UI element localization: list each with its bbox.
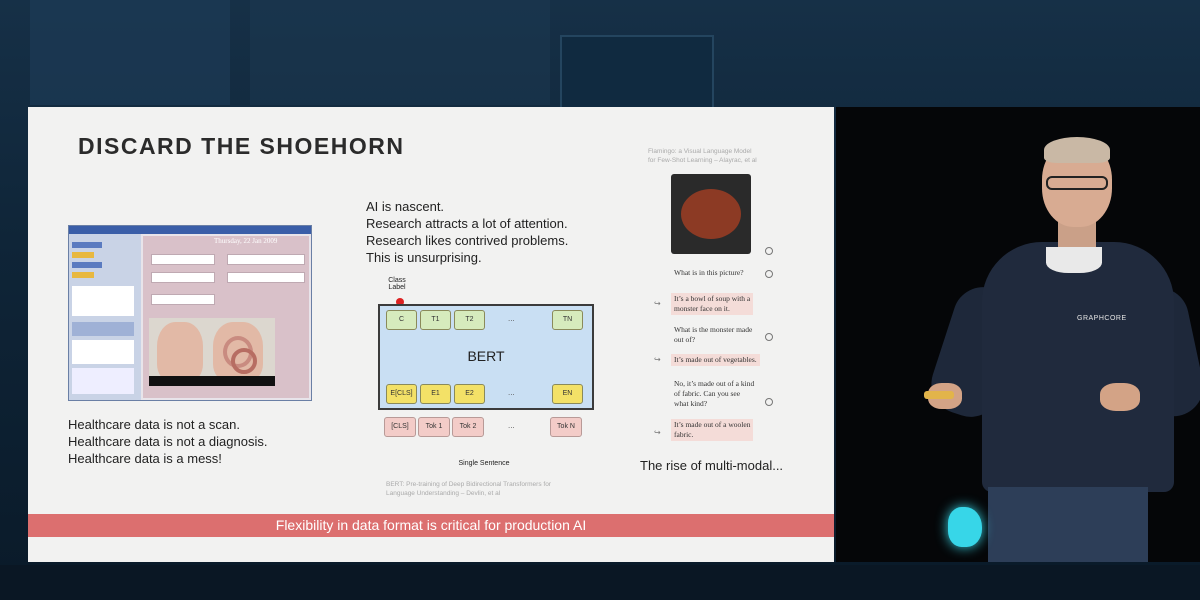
text-line: Healthcare data is not a scan. <box>68 417 240 432</box>
text-line: Healthcare data is not a diagnosis. <box>68 434 268 449</box>
embedding-token: E2 <box>454 384 485 404</box>
question-line: what kind? <box>674 399 708 408</box>
jacket-logo: GRAPHCORE <box>1077 315 1127 322</box>
output-token: TN <box>552 310 583 330</box>
input-token: Tok 2 <box>452 417 484 437</box>
answer-line: It’s a bowl of soup with a <box>674 294 751 303</box>
ehr-sidebar <box>69 234 141 400</box>
radio-icon <box>765 398 773 406</box>
text-line: Healthcare data is a mess! <box>68 451 222 466</box>
flamingo-answer <box>671 293 753 315</box>
ellipsis: ... <box>508 421 515 430</box>
presentation-slide <box>28 107 834 562</box>
question-line: of fabric. Can you see <box>674 389 741 398</box>
speaker-video <box>836 107 1200 562</box>
flamingo-answer <box>671 419 753 441</box>
answer-line: monster face on it. <box>674 304 730 313</box>
embedding-token: E1 <box>420 384 451 404</box>
text-line: This is unsurprising. <box>366 250 482 265</box>
input-token: Tok 1 <box>418 417 450 437</box>
question-line: out of? <box>674 335 696 344</box>
output-token: C <box>386 310 417 330</box>
class-label: Class Label <box>388 277 406 291</box>
slide-title: DISCARD THE SHOEHORN <box>78 133 405 159</box>
radio-icon <box>765 270 773 278</box>
citation-line: for Few-Shot Learning – Alayrac, et al <box>648 157 757 164</box>
answer-line: fabric. <box>674 430 694 439</box>
reply-icon: ↪ <box>654 428 661 437</box>
multimodal-heading: The rise of multi-modal... <box>640 458 784 473</box>
output-token: T2 <box>454 310 485 330</box>
healthcare-text <box>68 416 267 467</box>
bert-caption: Single Sentence <box>458 460 510 467</box>
text-line: AI is nascent. <box>366 199 445 214</box>
ellipsis: ... <box>508 314 515 323</box>
radio-icon <box>765 333 773 341</box>
background-wall <box>250 0 550 105</box>
embedding-token: EN <box>552 384 583 404</box>
speaker-right-hand <box>1100 383 1140 411</box>
text-line: Research attracts a lot of attention. <box>366 216 568 231</box>
output-token: T1 <box>420 310 451 330</box>
flamingo-citation <box>648 147 757 165</box>
monster-soup-image <box>671 174 751 254</box>
citation-line: Language Understanding – Devlin, et al <box>386 490 501 497</box>
presentation-clicker <box>924 391 954 399</box>
input-token: [CLS] <box>384 417 416 437</box>
background-frame <box>560 35 714 109</box>
bert-label: BERT <box>467 348 505 364</box>
citation-line: BERT: Pre-training of Deep Bidirectional Transformers for <box>386 481 551 488</box>
ehr-video-bar <box>149 376 275 386</box>
bert-diagram <box>378 304 594 410</box>
reply-icon: ↪ <box>654 299 661 308</box>
stage-light-glow <box>948 507 982 547</box>
speaker-shirt <box>1046 247 1102 273</box>
ellipsis: ... <box>508 388 515 397</box>
flamingo-answer: It’s made out of vegetables. <box>671 354 760 366</box>
research-text <box>366 198 568 266</box>
answer-line: It’s made out of a woolen <box>674 420 751 429</box>
embedding-token: E[CLS] <box>386 384 417 404</box>
ehr-screenshot <box>68 225 312 401</box>
bert-citation <box>386 480 551 498</box>
flamingo-question <box>674 379 754 409</box>
speaker-hair <box>1044 137 1110 163</box>
text-line: Research likes contrived problems. <box>366 233 569 248</box>
stage-floor <box>0 565 1200 600</box>
speaker-jacket <box>982 242 1174 492</box>
glasses-icon <box>1046 176 1108 190</box>
reply-icon: ↪ <box>654 355 661 364</box>
input-token: Tok N <box>550 417 582 437</box>
background-poster <box>30 0 230 105</box>
flamingo-question <box>674 325 752 345</box>
slide-banner: Flexibility in data format is critical for production AI <box>28 514 834 537</box>
question-line: What is the monster made <box>674 325 753 334</box>
ehr-titlebar <box>69 226 311 234</box>
radio-icon <box>765 247 773 255</box>
citation-line: Flamingo: a Visual Language Model <box>648 148 752 155</box>
ehr-date-label: Thursday, 22 Jan 2009 <box>214 237 278 245</box>
speaker-jeans <box>988 487 1148 562</box>
question-line: No, it’s made out of a kind <box>674 379 755 388</box>
flamingo-question: What is in this picture? <box>674 268 744 277</box>
